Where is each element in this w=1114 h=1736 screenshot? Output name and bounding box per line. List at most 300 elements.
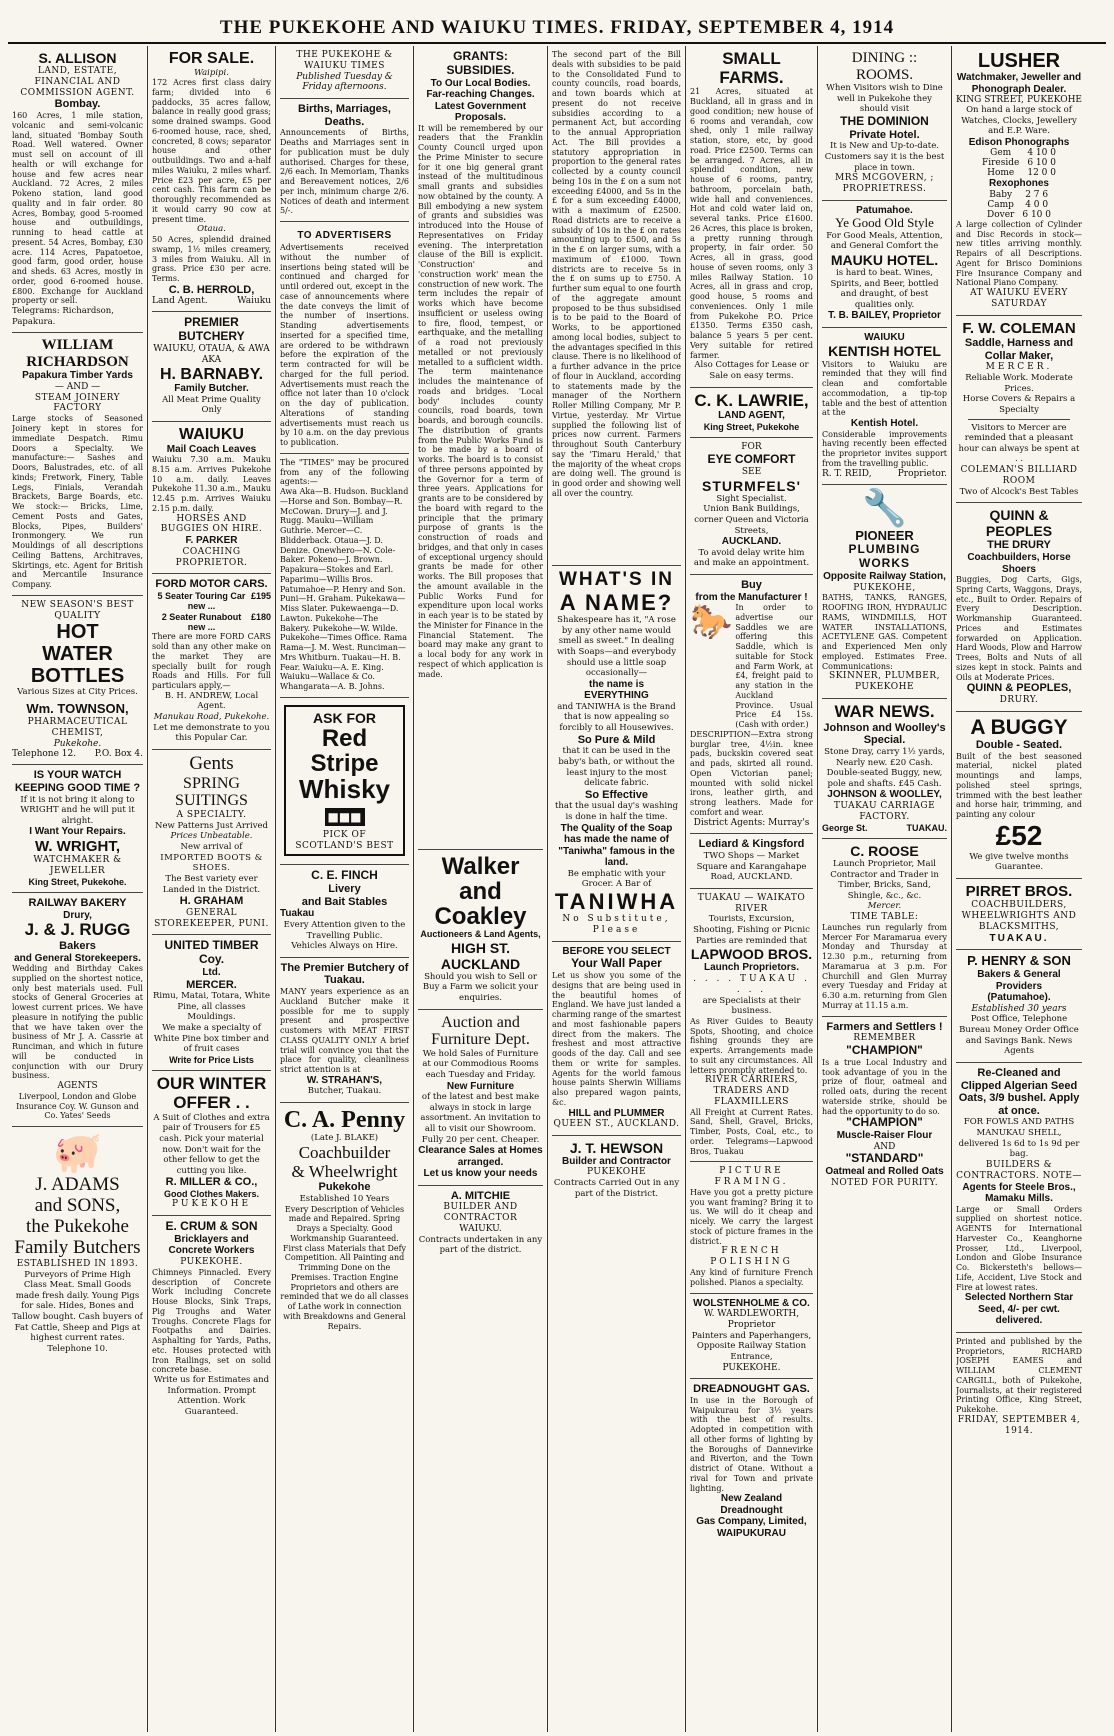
buggy-price: £52 xyxy=(995,819,1043,851)
dining-prop: MRS MCGOVERN, ; PROPRIETRESS. xyxy=(835,173,934,194)
whats-tan: and TANIWHA is the Brand that is now appealing so forcibly to all Housewives. xyxy=(557,701,676,734)
timber-text: We make a specialty of White Pine box timber and of fruit cases xyxy=(153,1023,270,1055)
pioneer-place: PUKEKOHE, xyxy=(853,582,916,593)
ad-tuakau-butchery xyxy=(280,958,409,1103)
dread-text: In use in the Borough of Waipukurau for 3½ years with the best of results. Adopted in competition with all other forms of lighting by the Boroughs of Dannevirke and Riverton, and the Town district of Otane. Without a rival for Town and private lighting. xyxy=(690,1395,813,1493)
french-title: FRENCH POLISHING xyxy=(710,1246,793,1268)
buy-l1: Buy xyxy=(741,578,762,591)
finch-l2: and Bait Stables xyxy=(301,895,388,908)
forsale-text: 172 Acres first class dairy farm; divided into 6 paddocks, 35 acres fallow, balance in really good grass; some drained swamps. Good 6-roomed house, race, shed, concreted, 8 cows; separator house and other outbuildings. Two and a-half miles Waiuku, 2 miles wharf. Price £23 per acre, £5 per cent cash. This farm can be thoroughly recommended as it would carry 90 cow at present time. xyxy=(152,78,271,224)
ad-lediard xyxy=(690,834,813,889)
herrold-name: C. B. HERROLD, xyxy=(168,283,255,296)
finch-name: C. E. FINCH xyxy=(311,868,378,883)
adams-l1: J. ADAMS xyxy=(35,1174,120,1196)
sturmfels-avoid: To avoid delay write him and make an appointment. xyxy=(693,547,810,569)
wolsten-place: PUKEKOHE. xyxy=(722,1362,781,1373)
whats-l2: A NAME? xyxy=(559,589,674,615)
quinn-text: Buggies, Dog Carts, Gigs, Spring Carts, Waggons, Drays, etc., Built to Order. Repairs of Every Description. Workmanship Guaranteed. Prices and Estimates forwarded on Application. Hard Woods, Plow and Harrow Trees, Bolts and Nuts of all sizes kept in stock. Paints and Oils at Moderate Prices. xyxy=(956,575,1082,682)
ad-allison xyxy=(12,46,143,333)
ad-for-sale xyxy=(152,46,271,312)
penny-place: Pukekohe xyxy=(318,1181,371,1194)
penny-late: (Late J. BLAKE) xyxy=(310,1133,379,1144)
whats-nosub: No Substitute, Please xyxy=(562,914,671,935)
dining-text: When Visitors wish to Dine well in Pukekohe they should visit xyxy=(826,83,943,115)
births-title: Births, Marriages, Deaths. xyxy=(298,103,391,128)
ad-richardson xyxy=(12,333,143,595)
johnson-addr: George St. xyxy=(822,822,868,833)
ad-premier-butchery xyxy=(152,312,271,422)
wright-sub: WATCHMAKER & JEWELLER xyxy=(33,855,122,877)
allison-place: Bombay. xyxy=(54,98,101,111)
table-row xyxy=(983,210,1055,220)
seed-agents: Agents for Steele Bros., Mamaku Mills. xyxy=(962,1181,1076,1205)
ad-coleman xyxy=(956,316,1082,504)
gents-l6: New arrival of xyxy=(180,842,243,853)
article-grants xyxy=(418,46,543,850)
ad-saddle xyxy=(690,575,813,834)
river-text3: All Freight at Current Rates. Sand, Shell, Gravel, Bricks, Timber, Posts, Coal, etc., to order. Telegrams—Lapwood Bros, Tuakau xyxy=(690,1107,813,1156)
gents-l3: A SPECIALTY. xyxy=(176,810,247,821)
strahan-sub: Butcher, Tuakau. xyxy=(307,1086,382,1097)
forsale-text2: 50 Acres, splendid drained swamp, 1½ miles creamery, 3 miles from Waiuku. All in grass. Price £30 per acre. Terms. xyxy=(152,235,271,284)
edison-item-name: Fireside xyxy=(982,158,1020,169)
plumber-illustration-icon: 🔧 xyxy=(862,487,907,529)
columns xyxy=(8,46,1106,1732)
winter-text: A Suit of Clothes and extra pair of Trousers for £5 cash. Pick your material now. Don't wait for the other fellow to get the cutting you like. xyxy=(153,1112,270,1176)
johnson-place: TUAKAU. xyxy=(906,822,947,833)
edison-item-price: 12 0 0 xyxy=(1027,168,1056,179)
grants-sub2: Far-reaching Changes. xyxy=(426,89,535,101)
small-title: SMALL FARMS. xyxy=(719,49,784,87)
forsale-otaua: Otaua. xyxy=(197,224,226,235)
ford-addr: Manukau Road, Pukekohe. xyxy=(153,712,270,723)
gents-l4: New Patterns Just Arrived xyxy=(155,820,268,831)
auction-l1: Auction and xyxy=(441,1013,520,1031)
ad-lapwood xyxy=(690,889,813,1163)
henry-sub: Bakers & General Providers xyxy=(977,969,1061,992)
lusher-addr: KING STREET, xyxy=(956,95,1024,105)
premier-places: WAIUKU, OTAUA, & AWA AKA xyxy=(153,344,270,365)
coach-text: Waiuku 7.30 a.m. Mauku 8.15 a.m. Arrives Pukekohe 10 a.m. daily. Leaves Pukekohe 11.30 a.m., Mauku 12.45 p.m. Arrives Waiuku 2.15 p.m. daily. xyxy=(152,455,271,513)
wall-l2: Your Wall Paper xyxy=(571,956,662,971)
masthead xyxy=(8,0,1106,44)
ad-penny xyxy=(280,1103,409,1336)
ad-rugg xyxy=(12,893,143,1127)
kentish-place: WAIUKU xyxy=(864,331,905,343)
ad-picture-framing xyxy=(690,1162,813,1293)
adams-l3: the Pukekohe xyxy=(26,1215,129,1237)
buggy-text2: We give twelve months Guarantee. xyxy=(969,851,1069,873)
patumahoe-text2: is hard to beat. Wines, Spirits, and Beer, bottled and draught, of best qualities only. xyxy=(830,267,939,310)
hewson-sub: Builder and Contractor xyxy=(562,1155,671,1167)
sturmfels-sub: Sight Specialist. xyxy=(716,493,787,504)
edison-item-price: 6 10 0 xyxy=(1027,158,1056,169)
pirret-place: TUAKAU. xyxy=(989,932,1049,944)
townson-sub: PHARMACEUTICAL CHEMIST, xyxy=(27,716,128,738)
mitchie-text: Contracts undertaken in any part of the district. xyxy=(418,1234,543,1256)
coach-sub: Mail Coach Leaves xyxy=(166,443,257,455)
coach-title: WAIUKU xyxy=(179,426,244,444)
finch-text: Every Attention given to the Travelling Public. xyxy=(283,919,406,941)
river-text: Tourists, Excursion, Shooting, Fishing or Picnic Parties are reminded that xyxy=(693,914,810,946)
finch-l1: Livery xyxy=(328,883,361,896)
ad-dining-rooms xyxy=(822,46,947,201)
johnson-name: JOHNSON & WOOLLEY, xyxy=(827,789,942,801)
rexo-item-price: 6 10 0 xyxy=(1022,209,1051,220)
column-8 xyxy=(952,46,1086,1732)
ad-hewson xyxy=(552,1136,681,1205)
whisky-l2: Whisky xyxy=(298,774,391,805)
penny-name: C. A. Penny xyxy=(283,1106,406,1133)
richardson-factory: STEAM JOINERY FACTORY xyxy=(34,392,121,414)
wall-text: Let us show you some of the designs that are being used in the beautiful homes of England. We have just landed a charming range of the smartest and most fashionable papers direct from the makers. The freshest and most attractive goods of the day. Call and see them or write for samples. Agents for the world famous house paints Sherwin Williams also prepared wagon paints, &c. xyxy=(552,971,681,1107)
times-title: THE PUKEKOHE & WAIUKU TIMES xyxy=(296,50,393,71)
column-1 xyxy=(8,46,148,1732)
walker-place: HIGH ST. AUCKLAND xyxy=(440,939,521,972)
ad-red-stripe-whisky xyxy=(280,698,409,865)
dread-name: New Zealand Dreadnought xyxy=(720,1493,783,1516)
dread-title: DREADNOUGHT GAS. xyxy=(693,1383,810,1396)
herrold-sub: Land Agent. xyxy=(152,296,208,307)
richardson-and: — AND — xyxy=(54,381,101,392)
lapwood-place: . . . . TUAKAU . . . . xyxy=(693,973,810,995)
column-3 xyxy=(276,46,414,1732)
forsale-title: FOR SALE. xyxy=(168,50,255,67)
wright-place: King Street, Pukekohe. xyxy=(28,876,127,887)
sturmfels-city: AUCKLAND. xyxy=(721,536,782,548)
graham-name: H. GRAHAM xyxy=(179,895,244,908)
hewson-place: PUKEKOHE xyxy=(586,1167,647,1178)
patumahoe-text: For Good Meals, Attention, and General Comfort the xyxy=(826,230,943,252)
bottles-l1: HOT xyxy=(56,621,99,644)
coleman-l1: Reliable Work. Moderate Prices. xyxy=(965,373,1073,394)
rugg-b1: Bakers xyxy=(59,939,96,952)
dining-text2: It is New and Up-to-date. Customers say it is the best place in town. xyxy=(824,141,945,173)
wall-addr: QUEEN ST., AUCKLAND. xyxy=(553,1119,680,1130)
bottles-l2: WATER xyxy=(42,643,113,666)
barnaby-sub: Family Butcher. xyxy=(174,383,249,395)
ad-wright xyxy=(12,765,143,893)
auction-text: We hold Sales of Furniture at our Commodious Rooms each Tuesday and Friday. xyxy=(422,1048,539,1080)
pirret-sub: COACHBUILDERS, WHEELWRIGHTS AND BLACKSMITHS, xyxy=(961,900,1077,932)
buy-agent: District Agents: Murray's xyxy=(693,817,810,828)
quinn-place: THE DRURY xyxy=(987,539,1051,552)
walker-text: Should you wish to Sell or Buy a Farm we solicit your enquiries. xyxy=(422,971,539,1003)
table-row xyxy=(983,190,1055,200)
lapwood-name: LAPWOOD BROS. xyxy=(690,946,813,963)
gents-l7: IMPORTED BOOTS & SHOES. xyxy=(160,852,263,874)
ad-mauku-hotel xyxy=(822,201,947,328)
ad-sturmfels xyxy=(690,438,813,575)
henry-text: Post Office, Telephone Bureau Money Order Office and Savings Bank. News Agents xyxy=(959,1014,1079,1057)
whats-pure: So Pure & Mild xyxy=(577,733,656,746)
ad-wall-paper xyxy=(552,942,681,1136)
timber-ltd: Ltd. xyxy=(202,967,221,979)
river-text2: As River Guides to Beauty Spots, Shooting, and choice fishing grounds they are experts. Arrangements made to suit any circumstances. All letters promptly attended to. xyxy=(690,1016,813,1075)
walker-l1: Walker and xyxy=(441,852,520,905)
allison-name: S. ALLISON xyxy=(38,50,117,66)
article-grants-cont xyxy=(552,46,681,566)
strahan-name: W. STRAHAN'S, xyxy=(306,1074,383,1086)
herrold-place: Waiuku xyxy=(237,296,271,307)
whats-eff-text: that the usual day's washing is done in half the time. xyxy=(554,801,679,823)
edison-item-price: 4 10 0 xyxy=(1027,148,1056,159)
wolsten-name: WOLSTENHOLME & CO. xyxy=(693,1297,810,1309)
ad-gents xyxy=(152,750,271,935)
quinn-place-2: DRURY. xyxy=(999,694,1039,705)
rexophone-price-table xyxy=(983,190,1055,220)
ad-walker-coakley xyxy=(418,850,543,1010)
patumahoe-prop: T. B. BAILEY, Proprietor xyxy=(828,310,941,322)
table-row xyxy=(978,158,1060,168)
war-text: Stone Dray, carry 1½ yards, Nearly new. £20 Cash. xyxy=(824,746,945,768)
column-4 xyxy=(414,46,548,1732)
ford-text: There are more FORD CARS sold than any other make on the market They are specially built for rough Roads and Hills. For full particulars apply,— xyxy=(152,632,271,691)
kentish-text: Visitors to Waiuku are reminded that they will find clean and comfortable accommodation, a tip-top table and the best of attention at the xyxy=(822,359,947,418)
ad-taniwha xyxy=(552,566,681,942)
kentish-name: KENTISH HOTEL xyxy=(828,343,941,360)
times-pub: Published Tuesday & Friday afternoons. xyxy=(296,71,393,93)
rugg-b2: and General Storekeepers. xyxy=(14,952,141,964)
column-5 xyxy=(548,46,686,1732)
buy-desc: DESCRIPTION—Extra strong burglar tree, 4½in. knee pads, buckskin covered seat and pads, skirted all round. Open Victorian panel; mounted with solid nickel irons, leather girth, and strong leathers. Made for comfort and wear. xyxy=(690,729,813,817)
whats-name: the name is xyxy=(588,678,645,690)
whisky-l1: Red Stripe xyxy=(310,725,379,778)
eye-l2: EYE COMFORT xyxy=(707,451,796,466)
whats-emph: Be emphatic with your Grocer. A Bar of xyxy=(567,868,666,890)
patumahoe-l1: Ye Good Old Style xyxy=(835,215,934,231)
coleman-l2: Horse Covers & Repairs a Specialty xyxy=(962,394,1076,415)
ad-lawrie xyxy=(690,388,813,439)
lusher-name: LUSHER xyxy=(977,50,1061,72)
lapwood-sub: Launch Proprietors. xyxy=(703,962,799,974)
imprint-date: FRIDAY, SEPTEMBER 4, 1914. xyxy=(957,1414,1081,1436)
seed-builders: BUILDERS & CONTRACTORS. NOTE— xyxy=(956,1159,1082,1181)
bottles-pre: NEW SEASON'S BEST QUALITY xyxy=(21,599,134,621)
rexo-item-name: Baby xyxy=(989,189,1013,200)
lusher-waiuku: AT WAIUKU EVERY SATURDAY xyxy=(970,288,1068,309)
adams-text: Purveyors of Prime High Class Meat. Small Goods made fresh daily. Young Pigs for sale. Hides, Bones and Tallow bought. Cash buyers of Fat Cattle, Sheep and Pigs at highest current rates. xyxy=(12,1269,143,1344)
whisky-ask: ASK FOR xyxy=(313,709,376,726)
townson-tel: Telephone 12. xyxy=(12,749,77,760)
edison-item-name: Home xyxy=(987,168,1015,179)
walker-sub: Auctioneers & Land Agents, xyxy=(420,929,541,940)
coach-horses: HORSES AND BUGGIES ON HIRE. xyxy=(160,513,263,535)
quinn-name-2: QUINN & PEOPLES, xyxy=(966,682,1072,695)
agents-list: Awa Aka—B. Hudson. Buckland—Horse and Son. Bombay—R. McCowan. Drury—J. and J. Rugg. Mauku—William Guthrie. Mercer—C. Blidderback. Otaua—J. D. Denize. Onewhero—N. Cole-Baker. Pokeno—J. Brown. Papakura—Stokes and Earl. Paparimu—Willis Bros. Patumahoe—P. Henry and Son. Puni—H. Graham. Pukekawa—Miss Slater. Pukewaenga—D. Lawton. Pukekohe—The Bakery. Pukekohe—W. Wilde. Pukekohe—Times Office. Rama Rama—J. M. West. Runciman—Mrs Whitburn. Tuakau—H. B. Fear. Waiuku—A. E. King. Waiuku—Wallace & Co. Whangarata—A. B. Johns. xyxy=(280,487,409,692)
standard-oat: Oatmeal and Rolled Oats xyxy=(825,1166,944,1178)
parker-name: F. PARKER xyxy=(185,535,238,547)
war-l1: Johnson and Woolley's xyxy=(823,721,946,734)
ford-l2: 2 Seater Runabout new ... xyxy=(161,611,242,632)
roose-text: Launch Proprietor, Mail Contractor and Trader in Timber, Bricks, Sand, Shingle, &c., &c. xyxy=(830,858,939,901)
premier-title: PREMIER BUTCHERY xyxy=(178,315,245,344)
timber-woods: Rimu, Matai, Totara, White Pine, all classes Mouldings. xyxy=(153,991,270,1023)
walker-l2: Coakley xyxy=(434,902,527,930)
ad-times-notice xyxy=(280,46,409,99)
rugg-bakery: RAILWAY BAKERY xyxy=(28,897,127,910)
buggy-l2: Double - Seated. xyxy=(975,738,1063,751)
ad-winter-offer xyxy=(152,1071,271,1216)
crum-sub: Bricklayers and Concrete Workers xyxy=(168,1233,255,1257)
kentish-prop-role: Proprietor. xyxy=(897,468,947,479)
lusher-text2: A large collection of Cylinder and Disc Records in stock—new titles arriving monthly. Repairs of all Descriptions. Agent for Brisco Dominions Fire Insurance Company and National Piano Company. xyxy=(956,219,1082,288)
coleman-name: F. W. COLEMAN xyxy=(962,319,1076,337)
johnson-sub: TUAKAU CARRIAGE FACTORY. xyxy=(833,800,936,822)
ad-champion xyxy=(822,1017,947,1194)
imprint xyxy=(956,1333,1082,1442)
miller-name: R. MILLER & CO., xyxy=(165,1176,258,1189)
rexo-item-name: Camp xyxy=(987,199,1014,210)
whisky-pick: PICK OF SCOTLAND'S BEST xyxy=(295,829,394,851)
ad-lusher xyxy=(956,46,1082,316)
adams-est: ESTABLISHED IN 1893. xyxy=(16,1258,139,1269)
war-title: WAR NEWS. xyxy=(834,701,935,721)
penny-est: Established 10 Years xyxy=(299,1193,390,1204)
rugg-drury: Drury, xyxy=(63,909,92,921)
war-text2: Double-seated Buggy, new, pole and shafts. £45 Cash. xyxy=(826,768,943,789)
wright-want: I Want Your Repairs. xyxy=(29,826,126,838)
timber-place: MERCER. xyxy=(186,978,237,991)
buy-text: In order to advertise our Saddles we are offering this Saddle, which is suitable for Stock and Farm Work, at £4, freight paid to any station in the Auckland Province. Usual Price £4 15s. (Cash with order.) xyxy=(735,603,813,730)
lusher-text: On hand a large stock of Watches, Clocks, Jewellery and E.P. Ware. xyxy=(961,105,1077,137)
lawrie-sub: LAND AGENT, xyxy=(718,410,785,422)
ad-adams xyxy=(12,1127,143,1359)
patumahoe-place: Patumahoe. xyxy=(856,204,913,216)
miller-place: PUKEKOHE xyxy=(171,1199,252,1210)
hewson-text: Contracts Carried Out in any part of the District. xyxy=(553,1178,680,1199)
mitchie-place: WAIUKU. xyxy=(459,1223,502,1234)
auction-nf: New Furniture xyxy=(446,1080,515,1092)
column-7 xyxy=(818,46,952,1732)
advertisers-title: TO ADVERTISERS xyxy=(297,230,392,242)
ad-hot-water-bottles xyxy=(12,596,143,766)
small-text: 21 Acres, situated at Buckland, all in grass and in good condition; new house of 6 rooms and verandah, cow shed, only 1 mile railway station, store, etc, by good road. Price £2500. Terms can be arranged. 7 Acres, all in splendid condition, new house of 6 rooms, pantry, bathroom, porcelain bath, wide hall and conveniences. Hot and cold water laid on, several tanks. Price £1600. 26 Acres, this place is broken, a pretty running through property, in fair order. 50 Acres, all in grass, good house of seven rooms, only 3 miles Railway Station. 10 Acres, all in grass and crop, good house, 5 rooms and conveniences. Only 1 mile from Pukekohe P.O. Price £1350. Terms £350 cash, balance 5 years 5 per cent. Very suitable for retired farmer. xyxy=(690,87,813,360)
henry-est: Established 30 years xyxy=(971,1003,1067,1014)
coleman-place: MERCER. xyxy=(985,362,1053,373)
kentish-prop: R. T. REID, xyxy=(822,468,872,479)
lawrie-name: C. K. LAWRIE, xyxy=(694,390,809,410)
gents-l1: Gents xyxy=(189,752,234,774)
ad-small-farms xyxy=(690,46,813,388)
framing-title: PICTURE FRAMING. xyxy=(714,1166,789,1188)
champion-ms: Muscle-Raiser Flour xyxy=(836,1130,933,1142)
richardson-sub: Papakura Timber Yards xyxy=(22,370,133,382)
eye-l3: SEE xyxy=(741,466,762,477)
wright-text: If it is not bring it along to WRIGHT and he will put it alright. xyxy=(20,794,135,826)
imprint-text: Printed and published by the Proprietors, RICHARD JOSEPH EAMES and WILLIAM CLEMENT CARGILL, both of Pukekohe, Journalists, at their registered Printing Office, King Street, Pukekohe. xyxy=(956,1336,1082,1415)
grants-title: GRANTS: SUBSIDIES. xyxy=(446,49,515,77)
barnaby-meat: All Meat Prime Quality Only xyxy=(162,394,261,416)
births-text: Announcements of Births, Deaths and Marriages sent in for publication must be duly authorised. Charges for these, 2/6 each. In Memoriam, Thanks and Bereavement notices, 2/6 per inch, minimum charge 2/6. Notices of death and interment 5/-. xyxy=(280,128,409,216)
mauku-hotel: MAUKU HOTEL. xyxy=(830,251,939,268)
dread-place: WAIPUKURAU xyxy=(717,1527,786,1539)
lusher-sub: Watchmaker, Jeweller and Phonograph Dealer. xyxy=(956,72,1082,95)
champion-and: AND xyxy=(873,1141,896,1152)
pirret-name: PIRRET BROS. xyxy=(965,883,1073,901)
auction-nf-text: of the latest and best make always in stock in large assortment. An invitation to all to visit our Showroom. Fully 20 per cent. Cheaper. xyxy=(420,1092,541,1145)
timber-write: Write for Price Lists xyxy=(169,1054,254,1065)
farmers-noted: NOTED FOR PURITY. xyxy=(830,1177,939,1188)
coleman-tables: Two of Alcock's Best Tables xyxy=(959,486,1079,497)
forsale-place: Waipipi. xyxy=(194,67,229,78)
whats-l1: WHAT'S IN xyxy=(558,569,675,590)
wall-name: HILL and PLUMMER xyxy=(568,1107,665,1119)
barnaby-name: H. BARNABY. xyxy=(159,365,264,383)
ad-pirret xyxy=(956,879,1082,950)
dominion-hotel: THE DOMINION xyxy=(840,113,929,128)
lediard-name: Lediard & Kingsford xyxy=(698,838,805,851)
whats-every: EVERYTHING xyxy=(584,690,649,702)
ad-kentish-hotel xyxy=(822,328,947,485)
roose-tt-text: Launches run regularly from Mercer For Maramarua every Monday and Thursday at 12.30 p.m., returning from Maramarua at 3 p.m. For Churchill and Glen Murray every Tuesday and Friday at 6.30 a.m. returning from Glen Murray at 11.15 a.m. xyxy=(822,922,947,1010)
ad-crum xyxy=(152,1216,271,1422)
standard-brand: "STANDARD" xyxy=(845,1151,924,1166)
rugg-agents-text: Liverpool, London and Globe Insurance Coy. W. Gunson and Co. Yates' Seeds xyxy=(16,1091,139,1121)
taniwha-brand: TANIWHA xyxy=(554,888,679,914)
auction-let: Let us know your needs xyxy=(423,1168,538,1180)
ford-agent: B. H. ANDREW, Local Agent. xyxy=(164,690,259,712)
quinn-name: QUINN & PEOPLES xyxy=(985,507,1053,540)
farmers-rem: REMEMBER xyxy=(853,1033,916,1044)
wolsten-sub: W. WARDLEWORTH, Proprietor xyxy=(703,1309,800,1330)
allison-sub: LAND, ESTATE, FINANCIAL AND COMMISSION AGENT. xyxy=(20,66,135,98)
finch-place: Tuakau xyxy=(280,908,315,920)
pig-illustration-icon: 🐖 xyxy=(52,1130,103,1177)
wright-name: W. WRIGHT, xyxy=(35,837,120,855)
grants-sub: To Our Local Bodies. xyxy=(430,77,531,89)
dining-title: DINING :: ROOMS. xyxy=(851,50,918,83)
lawrie-place: King Street, Pukekohe xyxy=(703,421,800,432)
ford-l1: 5 Seater Touring Car new ... xyxy=(157,590,246,612)
ford-demo: Let me demonstrate to you this Popular Car. xyxy=(153,722,270,744)
ad-henry xyxy=(956,950,1082,1063)
champion-brand: "CHAMPION" xyxy=(846,1043,923,1058)
rexo-item-price: 2 7 6 xyxy=(1025,189,1049,200)
pioneer-text: BATHS, TANKS, RANGES, ROOFING IRON, HYDRAULIC RAMS, WINDMILLS, HOT WATER INSTALLATIONS, ACETYLENE GAS. Competent and Experienced Men only employed. Estimates Free. Communications: xyxy=(822,593,947,671)
ad-dreadnought xyxy=(690,1379,813,1544)
wall-l1: BEFORE YOU SELECT xyxy=(562,945,671,957)
ad-pioneer-plumbing xyxy=(822,485,947,699)
column-6 xyxy=(686,46,818,1732)
small-also: Also Cottages for Lease or Sale on easy terms. xyxy=(694,360,809,381)
grants-sub3: Latest Government Proposals. xyxy=(434,100,527,124)
table-row xyxy=(978,168,1060,178)
dread-company: Gas Company, Limited, xyxy=(696,1516,807,1528)
column-2 xyxy=(148,46,276,1732)
roose-name: C. ROOSE xyxy=(850,842,919,859)
roose-place: Mercer. xyxy=(867,901,902,912)
ad-wolstenholme xyxy=(690,1294,813,1380)
whats-pure-text: that it can be used in the baby's bath, or without the least injury to the most delicate fabric. xyxy=(558,746,675,789)
farmers-title: Farmers and Settlers ! xyxy=(826,1020,943,1033)
champion-brand-2: "CHAMPION" xyxy=(846,1115,923,1130)
coleman-billiard: COLEMAN'S BILLIARD ROOM xyxy=(960,465,1078,486)
seed-text: FOR FOWLS AND PATHS MANUKAU SHELL, delivered 1s 6d to 1s 9d per bag. xyxy=(958,1117,1080,1160)
parker-prop: COACHING PROPRIETOR. xyxy=(175,546,248,568)
rexo-item-name: Dover xyxy=(987,209,1015,220)
hewson-name: J. T. HEWSON xyxy=(569,1139,664,1156)
rexo-item-price: 4 0 0 xyxy=(1025,199,1049,210)
rugg-text: Wedding and Birthday Cakes supplied on the shortest notice, only best materials used. Full stocks of General Groceries at lowest current prices. We have pleasure in notifying the public that we have taken over the business of Mr J. A. Cassrie at Runciman, and which in future will be conducted in conjunction with our Drury business. xyxy=(12,964,143,1081)
grants-text: It will be remembered by our readers that the Franklin County Council urged upon the Prime Minister to secure for it one big general grant instead of the multitudinous small grants and subsidies now obtained by the county. A Bill embodying a new system of grants and subsidies was introduced into the House of Representatives on Friday evening. The interpretation clause of the Bill is explicit. 'Construction' and 'construction work' mean the construction of new work. The term includes the repair of works which have become insufficient or useless owing to fire, flood, tempest, or earthquake, and the metalling of a road not previously metalled or not previously metalled to a sufficient width. The term maintenance includes the maintenance of roads and bridges. 'Local body' includes county councils, road boards, town boards, and borough councils. The distribution of grants from the Public Works Fund is to be made by a board of works. The board is to consist of three persons appointed by the Governor for a term of three years. Applications for grants are to be considered by the board with regard to the principle that the primary purpose of grants is the construction of roads and bridges, and that only in cases of exceptional urgency should grants be made for other works. The Bill proposes that the amount available in the Public Works Fund for expenditure upon local works in each year is to be stated by the Minister for Finance in the Financial Statement. The board may make any grant to a local body for any work in respect of which application is made. xyxy=(418,123,543,679)
ad-united-timber xyxy=(152,935,271,1071)
kentish-text2: Considerable improvements having recently been effected the proprietor invites support from the travelling public. xyxy=(822,429,947,468)
lusher-place: PUKEKOHE xyxy=(1026,95,1082,105)
finch-vehicles: Vehicles Always on Hire. xyxy=(291,941,398,952)
eye-l1: FOR xyxy=(741,442,762,453)
masthead-title: THE PUKEKOHE AND WAIUKU TIMES. FRIDAY, SEPTEMBER 4, 1914 xyxy=(219,17,895,38)
